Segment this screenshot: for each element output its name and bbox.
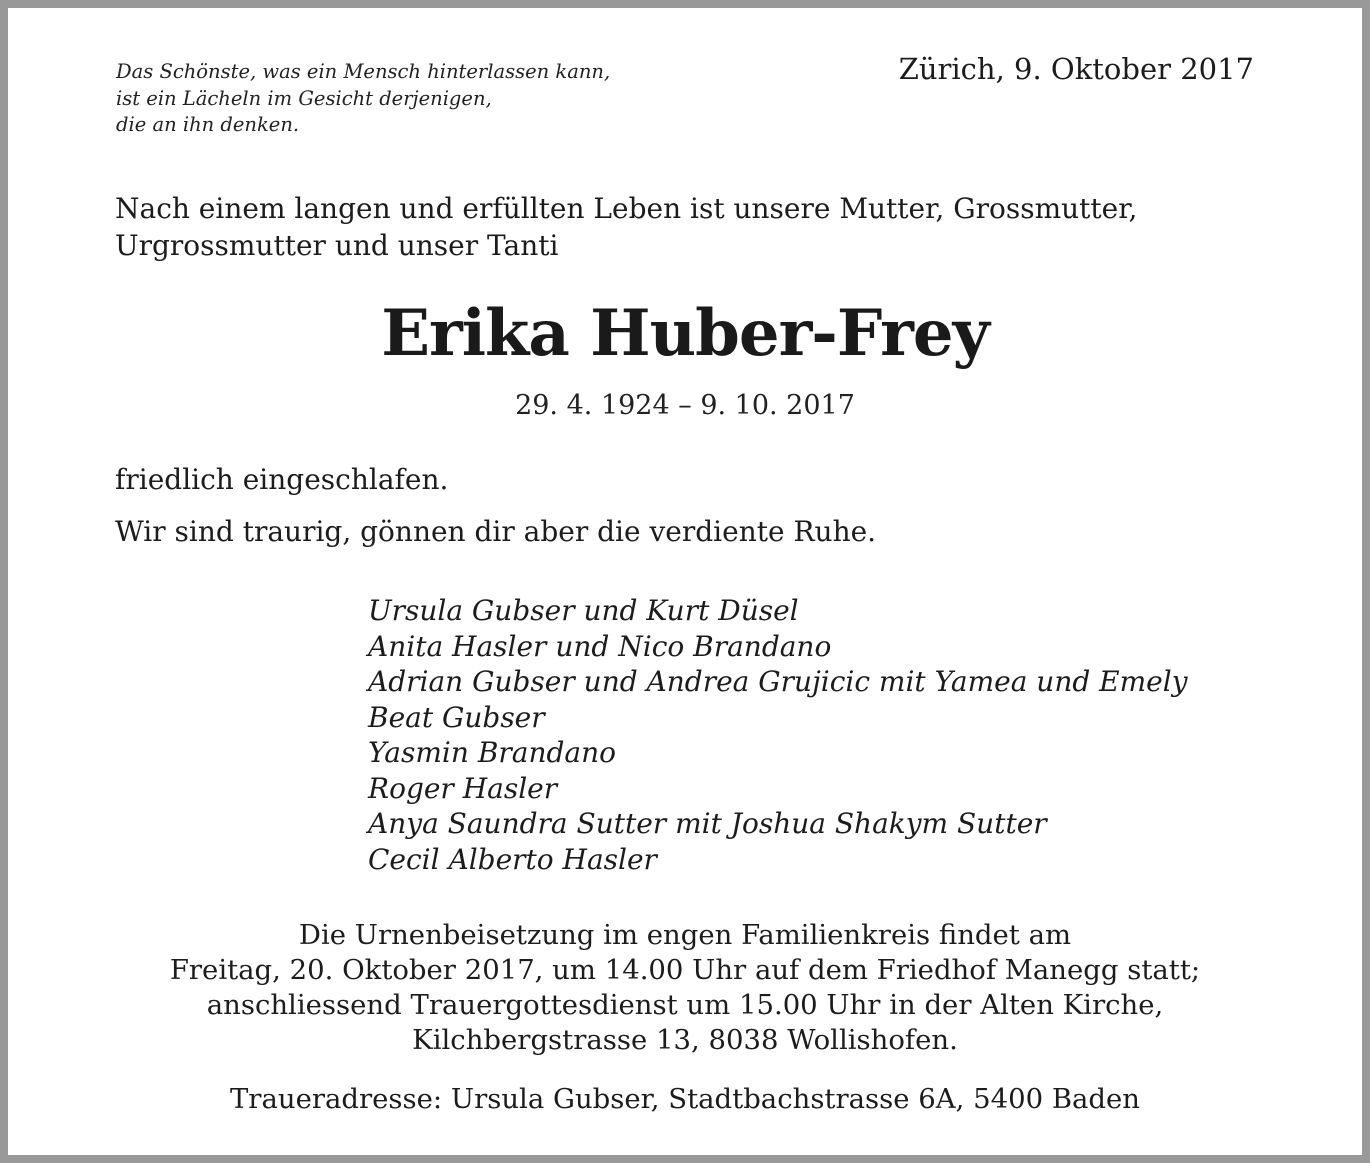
mourner-entry: Roger Hasler (368, 771, 558, 805)
service-announcement (8, 918, 1362, 1058)
mourner-entry: Ursula Gubser und Kurt Düsel (368, 594, 799, 627)
place-date: Zürich, 9. Oktober 2017 (898, 52, 1254, 86)
service-line: Die Urnenbeisetzung im engen Familienkreis findet am (298, 919, 1072, 951)
service-line: anschliessend Trauergottesdienst um 15.00 Uhr in der Alten Kirche, (206, 989, 1164, 1021)
mourning-address: Traueradresse: Ursula Gubser, Stadtbachstrasse 6A, 5400 Baden (229, 1083, 1141, 1115)
motto-line: die an ihn denken. (116, 113, 300, 136)
motto-quote (116, 59, 610, 139)
service-line: Kilchbergstrasse 13, 8038 Wollishofen. (412, 1024, 958, 1056)
mourner-entry: Anya Saundra Sutter mit Joshua Shakym Sutter (368, 807, 1047, 840)
intro-line: Nach einem langen und erfüllten Leben ist unsere Mutter, Grossmutter, (115, 192, 1138, 225)
mourner-entry: Beat Gubser (368, 700, 545, 734)
intro-text (115, 190, 1275, 264)
life-dates: 29. 4. 1924 – 9. 10. 2017 (515, 390, 855, 421)
mourner-entry: Yasmin Brandano (368, 736, 617, 769)
mourners-list (368, 593, 1188, 877)
motto-line: ist ein Lächeln im Gesicht derjenigen, (116, 86, 492, 110)
closing-line-1: friedlich eingeschlafen. (115, 463, 449, 496)
deceased-name: Erika Huber-Frey (381, 296, 989, 371)
motto-line: Das Schönste, was ein Mensch hinterlassen kann, (116, 60, 611, 83)
service-line: Freitag, 20. Oktober 2017, um 14.00 Uhr auf dem Friedhof Manegg statt; (169, 954, 1201, 986)
mourner-entry: Anita Hasler und Nico Brandano (368, 629, 832, 663)
intro-line: Urgrossmutter und unser Tanti (115, 229, 559, 262)
mourner-entry: Adrian Gubser und Andrea Grujicic mit Yamea und Emely (368, 665, 1188, 698)
mourner-entry: Cecil Alberto Hasler (368, 842, 657, 876)
closing-line-2: Wir sind traurig, gönnen dir aber die verdiente Ruhe. (115, 515, 877, 548)
